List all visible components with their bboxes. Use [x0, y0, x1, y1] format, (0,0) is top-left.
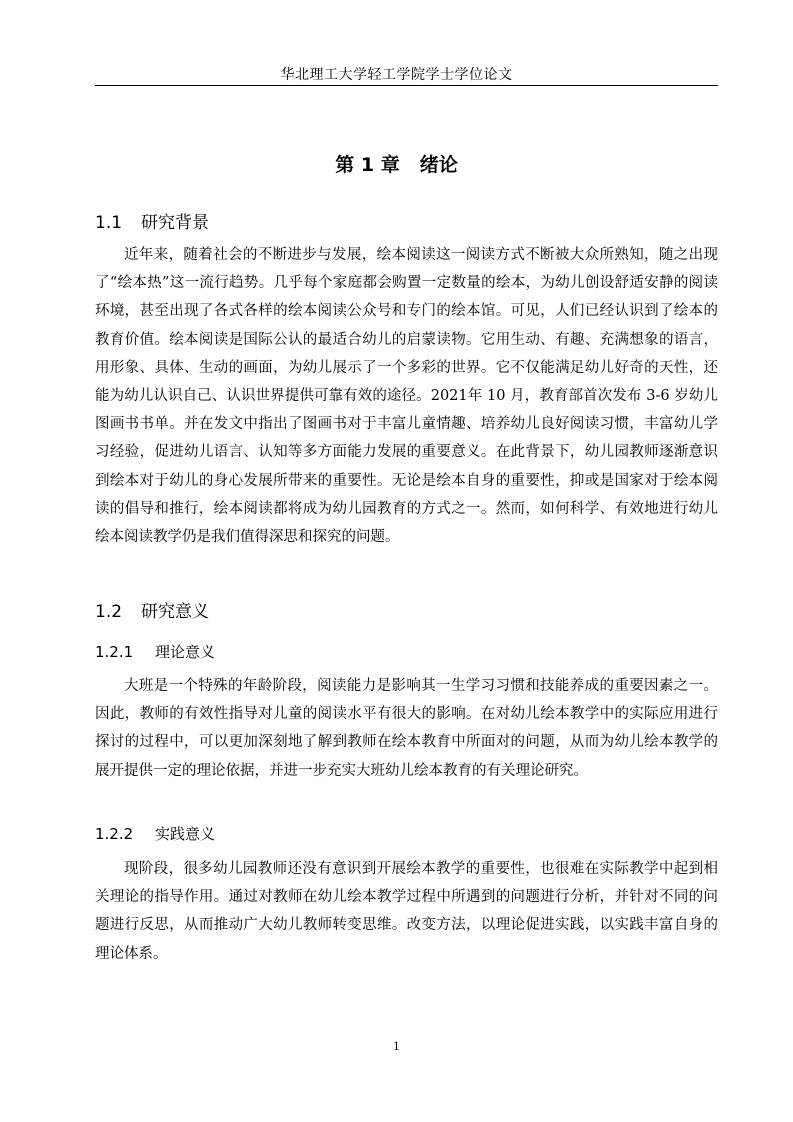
subsection-title: 实践意义 [155, 825, 216, 843]
subsection-heading-1-2-2 [95, 823, 215, 844]
section-title: 研究意义 [141, 602, 209, 622]
chapter-title: 绪论 [419, 154, 458, 176]
section-number: 1.1 [95, 213, 123, 233]
subsection-number: 1.2.1 [95, 643, 134, 661]
subsection-title: 理论意义 [155, 643, 216, 661]
chapter-number: 第 1 章 [335, 154, 400, 176]
paragraph-research-background: 近年来，随着社会的不断进步与发展，绘本阅读这一阅读方式不断被大众所熟知，随之出现了“绘本热”这一流行趋势。几乎每个家庭都会购置一定数量的绘本，为幼儿创设舒适安静的阅读环境，甚至出现了各式各样的绘本阅读公众号和专门的绘本馆。可见，人们已经认识到了绘本的教育价值。绘本阅读是国际公认的最适合幼儿的启蒙读物。它用生动、有趣、充满想象的语言，用形象、具体、生动的画面，为幼儿展示了一个多彩的世界。它不仅能满足幼儿好奇的天性，还能为幼儿认识自己、认识世界提供可靠有效的途径。2021年 10 月，教育部首次发布 3-6 岁幼儿图画书书单。并在发文中指出了图画书对于丰富儿童情趣、培养幼儿良好阅读习惯，丰富幼儿学习经验，促进幼儿语言、认知等多方面能力发展的重要意义。在此背景下，幼儿园教师逐渐意识到绘本对于幼儿的身心发展所带来的重要性。无论是绘本自身的重要性，抑或是国家对于绘本阅读的倡导和推行，绘本阅读都将成为幼儿园教育的方式之一。然而，如何科学、有效地进行幼儿绘本阅读教学仍是我们值得深思和探究的问题。 [95, 247, 718, 546]
chapter-heading [0, 150, 793, 177]
paragraph-practical-significance: 现阶段，很多幼儿园教师还没有意识到开展绘本教学的重要性，也很难在实际教学中起到相关理论的指导作用。通过对教师在幼儿绘本教学过程中所遇到的问题进行分析，并针对不同的问题进行反思，从而推动广大幼儿教师转变思维。改变方法，以理论促进实践，以实践丰富自身的理论体系。 [95, 861, 718, 962]
subsection-number: 1.2.2 [95, 825, 134, 843]
page-number: 1 [393, 1040, 400, 1053]
paragraph-theoretical-significance: 大班是一个特殊的年龄阶段，阅读能力是影响其一生学习习惯和技能养成的重要因素之一。因此，教师的有效性指导对儿童的阅读水平有很大的影响。在对幼儿绘本教学中的实际应用进行探讨的过程中，可以更加深刻地了解到教师在绘本教育中所面对的问题，从而为幼儿绘本教学的展开提供一定的理论依据，并进一步充实大班幼儿绘本教育的有关理论研究。 [95, 678, 718, 779]
header-rule [95, 85, 718, 86]
running-header: 华北理工大学轻工学院学士学位论文 [280, 67, 513, 83]
subsection-heading-1-2-1 [95, 641, 215, 662]
section-title: 研究背景 [141, 213, 209, 233]
section-heading-1-1 [95, 208, 209, 233]
section-heading-1-2 [95, 597, 209, 622]
section-number: 1.2 [95, 602, 123, 622]
